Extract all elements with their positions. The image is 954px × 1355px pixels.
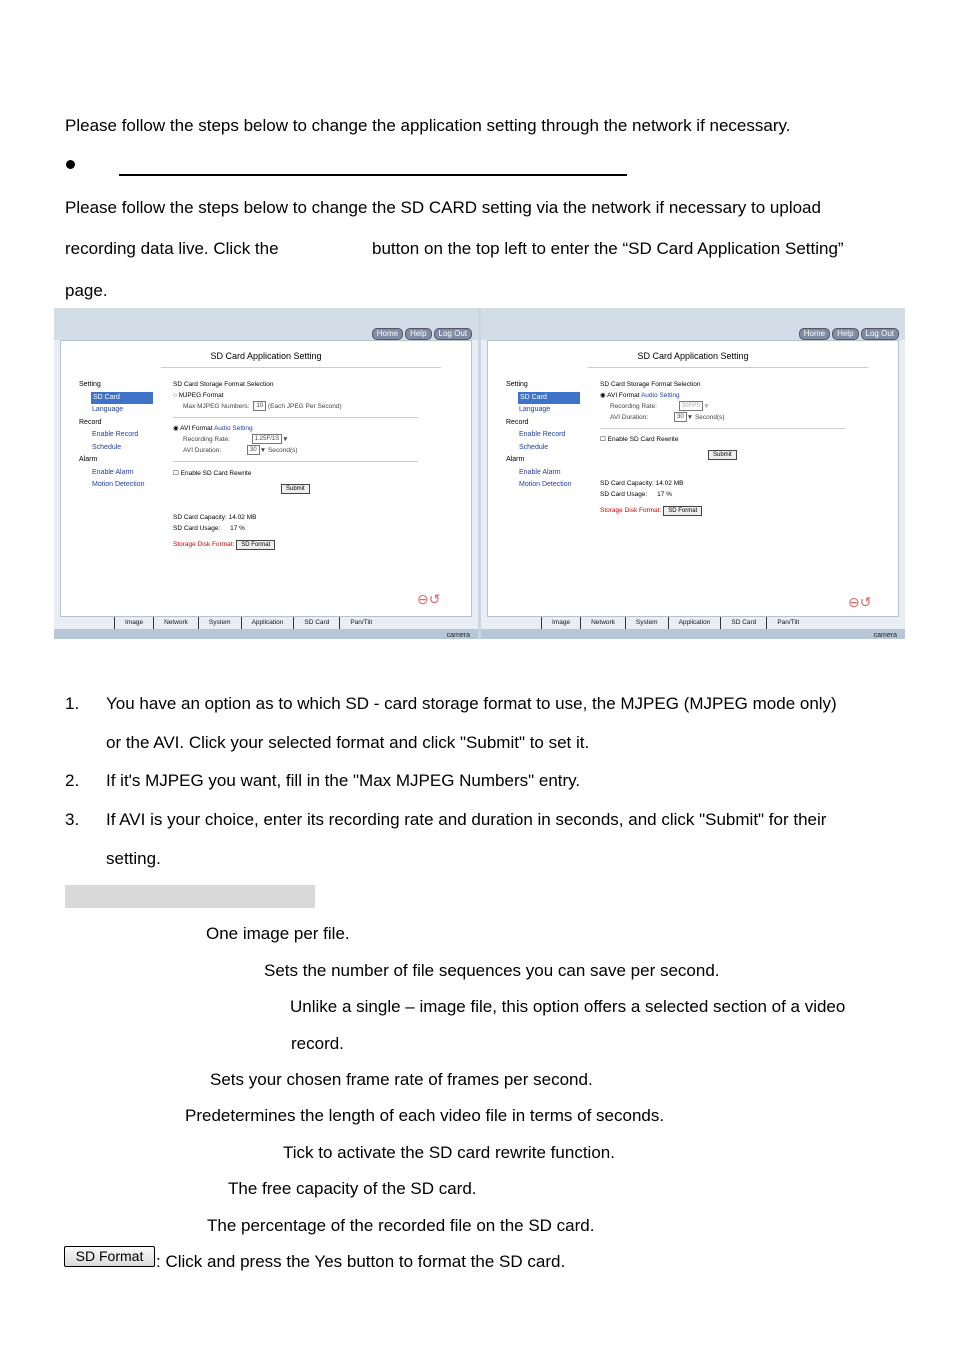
def-max-mjpeg: Sets the number of file sequences you can save per second. [264,961,720,980]
intro-text: Please follow the steps below to change the application setting through the network if necessary. [65,116,791,135]
avi-duration-select[interactable]: 30 [247,445,260,455]
audio-setting-link[interactable]: Audio Setting [640,392,680,399]
step-2-line-1: If it's MJPEG you want, fill in the "Max MJPEG Numbers" entry. [106,771,581,790]
settings-form: SD Card Storage Format Selection ◉ AVI Format Audio Setting Recording Rate: 30FPS ▼ AVI Duration: 30 ▼ Second(s) ☐ Enable SD Card Rewrite Submit SD Card Capacity: 14.02 MB SD Card Usage: 17 % Storage Disk Format: SD Format [600,379,850,516]
def-recording-rate: Sets your chosen frame rate of frames per second. [210,1070,593,1089]
sidebar-heading-setting: Setting [506,381,528,388]
chevron-down-icon: ▼ [259,447,267,454]
chevron-down-icon: ▼ [686,414,694,421]
help-button[interactable]: Help [832,328,858,340]
step-3-line-1: If AVI is your choice, enter its recording rate and duration in seconds, and click "Submit" for their [106,810,827,829]
settings-form: SD Card Storage Format Selection ○ MJPEG Format Max MJPEG Numbers: 10 (Each JPEG Per Second) ◉ AVI Format Audio Setting Recording Rate: 1.25F/1S ▼ AVI Duration: 30 ▼ Second(s) ☐ Enable SD Card Rewrite Submit SD Card Capacity: 14.02 MB SD Card Usage: 17 % Storage Disk Format: SD Format [173,379,423,550]
tab-system[interactable]: System [198,617,241,629]
def-avi-duration: Predetermines the length of each video file in terms of seconds. [185,1106,665,1125]
page-title: SD Card Application Setting [210,351,322,361]
capacity-label: SD Card Capacity: [600,480,654,487]
back-icon[interactable]: ⊖↺ [848,594,872,610]
sidebar-item-schedule[interactable]: Schedule [519,443,549,451]
footer-brand: camera [446,632,470,639]
footer-brand: camera [873,632,897,639]
tab-pan-tilt[interactable]: Pan/Tilt [766,617,809,629]
mjpeg-radio[interactable]: MJPEG Format [178,392,224,399]
tab-system[interactable]: System [625,617,668,629]
para-line-2a: recording data live. Click the [65,239,279,258]
home-button[interactable]: Home [372,328,403,340]
tab-bar [54,617,478,629]
top-nav [370,328,472,340]
tab-bar [481,617,905,629]
logout-button[interactable]: Log Out [861,328,899,340]
sidebar-item-enable-record[interactable]: Enable Record [92,431,139,438]
para-line-2b: button on the top left to enter the “SD Card Application Setting” [372,239,844,258]
sidebar-heading-alarm: Alarm [79,456,98,463]
step-1-line-2: or the AVI. Click your selected format and click "Submit" to set it. [106,733,590,752]
avi-duration-select[interactable]: 30 [674,412,687,422]
recording-rate-label: Recording Rate: [610,403,657,410]
disk-format-label: Storage Disk Format: [173,541,235,548]
capacity-value: 14.02 MB [655,480,684,487]
para-line-1: Please follow the steps below to change the SD CARD setting via the network if necessary to upload [65,198,821,217]
step-1-line-1: You have an option as to which SD - card storage format to use, the MJPEG (MJPEG mode only) [106,694,837,713]
step-1-number: 1. [65,694,80,713]
sd-format-button-image: SD Format [64,1246,155,1267]
sidebar-heading-alarm: Alarm [506,456,525,463]
sidebar-heading-setting: Setting [79,381,101,388]
sidebar-item-sd-card[interactable]: SD Card [91,392,153,405]
usage-label: SD Card Usage: [173,525,221,532]
home-button[interactable]: Home [799,328,830,340]
sidebar-item-enable-record[interactable]: Enable Record [519,431,566,438]
heading-underline [119,174,627,176]
sidebar-heading-record: Record [79,418,102,426]
def-avi-format-2: record. [291,1034,344,1053]
sidebar-item-enable-alarm[interactable]: Enable Alarm [519,468,561,476]
chevron-down-icon: ▼ [282,436,289,443]
tab-sd-card[interactable]: SD Card [720,617,766,629]
rewrite-checkbox[interactable]: Enable SD Card Rewrite [607,436,679,443]
step-3-line-2: setting. [106,849,161,868]
back-icon[interactable]: ⊖↺ [417,591,441,607]
def-avi-format-1: Unlike a single – image file, this option offers a selected section of a video [290,997,846,1016]
recording-rate-select[interactable]: 1.25F/1S [252,434,282,444]
logout-button[interactable]: Log Out [434,328,472,340]
tab-image[interactable]: Image [114,617,153,629]
sidebar-heading-record: Record [506,418,529,426]
def-usage: The percentage of the recorded file on the SD card. [207,1216,595,1235]
capacity-label: SD Card Capacity: [173,514,227,521]
avi-duration-unit: Second(s) [694,414,725,421]
disk-format-label: Storage Disk Format: [600,507,662,514]
recording-rate-label: Recording Rate: [183,436,230,443]
audio-setting-link[interactable]: Audio Setting [213,425,253,432]
submit-button[interactable]: Submit [281,484,310,494]
sidebar [506,379,580,492]
avi-radio[interactable]: AVI Format [180,425,213,432]
storage-heading: SD Card Storage Format Selection [600,381,701,388]
def-sd-format: : Click and press the Yes button to format the SD card. [156,1252,566,1271]
max-mjpeg-input[interactable]: 10 [253,401,266,411]
sidebar-item-motion-detection[interactable]: Motion Detection [519,481,572,488]
bullet-icon [66,160,75,169]
max-mjpeg-label: Max MJPEG Numbers: [183,403,250,410]
para-line-3: page. [65,281,108,300]
submit-button[interactable]: Submit [708,450,737,460]
avi-duration-label: AVI Duration: [183,447,222,454]
sidebar [79,379,153,492]
tab-image[interactable]: Image [541,617,580,629]
avi-duration-label: AVI Duration: [610,414,649,421]
tab-pan-tilt[interactable]: Pan/Tilt [339,617,382,629]
usage-value: 17 % [230,525,245,532]
chevron-down-icon: ▼ [703,403,710,410]
sd-format-button[interactable]: SD Format [663,506,702,516]
tab-sd-card[interactable]: SD Card [293,617,339,629]
def-mjpeg-format: One image per file. [206,924,350,943]
top-nav [797,328,899,340]
tab-application[interactable]: Application [668,617,721,629]
page-title: SD Card Application Setting [637,351,749,361]
help-button[interactable]: Help [405,328,431,340]
recording-rate-select[interactable]: 30FPS [679,401,703,411]
storage-heading: SD Card Storage Format Selection [173,381,274,388]
tab-network[interactable]: Network [153,617,198,629]
step-2-number: 2. [65,771,80,790]
sd-card-screenshot [54,308,905,639]
screenshot-panel-left [54,308,478,639]
avi-duration-unit: Second(s) [267,447,298,454]
sidebar-item-motion-detection[interactable]: Motion Detection [92,481,145,488]
usage-value: 17 % [657,491,672,498]
step-3-number: 3. [65,810,80,829]
sidebar-item-language[interactable]: Language [92,406,124,413]
screenshot-panel-right [481,308,905,639]
usage-label: SD Card Usage: [600,491,648,498]
rewrite-checkbox[interactable]: Enable SD Card Rewrite [180,470,252,477]
section-highlight-bar [65,885,315,908]
capacity-value: 14.02 MB [228,514,257,521]
tab-application[interactable]: Application [241,617,294,629]
sidebar-item-sd-card[interactable]: SD Card [518,392,580,405]
sidebar-item-language[interactable]: Language [519,406,551,413]
avi-radio[interactable]: AVI Format [607,392,640,399]
def-capacity: The free capacity of the SD card. [228,1179,477,1198]
sidebar-item-enable-alarm[interactable]: Enable Alarm [92,468,134,476]
tab-network[interactable]: Network [580,617,625,629]
sd-format-button[interactable]: SD Format [236,540,275,550]
def-rewrite: Tick to activate the SD card rewrite function. [283,1143,615,1162]
sidebar-item-schedule[interactable]: Schedule [92,443,122,451]
max-mjpeg-hint: (Each JPEG Per Second) [267,403,342,410]
